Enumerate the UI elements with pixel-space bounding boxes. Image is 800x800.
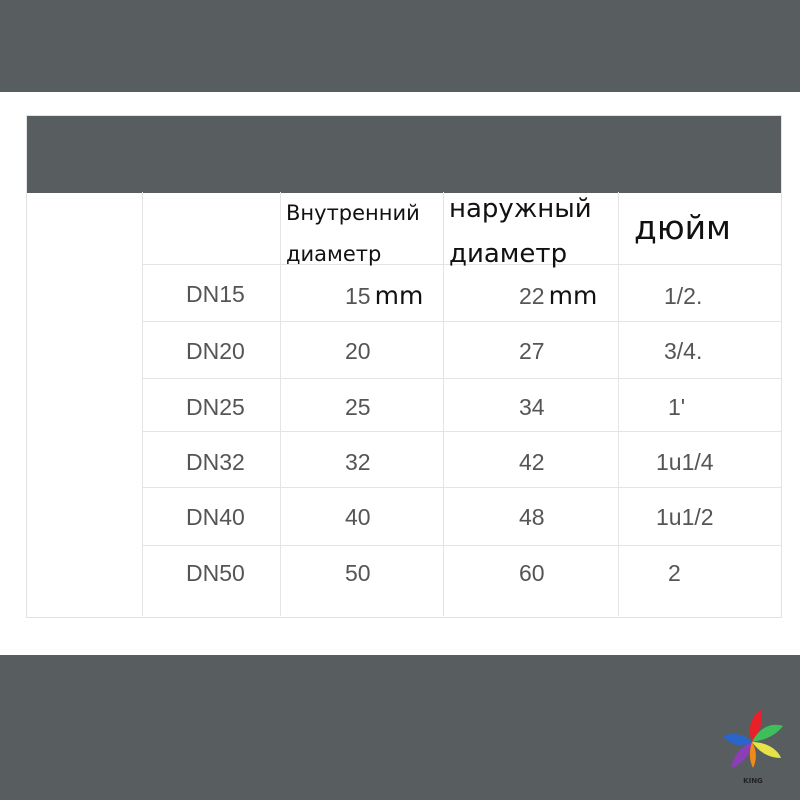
cell-inner-value: 15 [345, 283, 371, 309]
grid-line [142, 431, 782, 432]
cell-inner: 50 [345, 560, 371, 586]
grid-line [142, 321, 782, 322]
cell-inch: 1u1/4 [656, 449, 714, 475]
cell-inch: 1' [668, 394, 686, 420]
cell-inch: 2 [668, 560, 681, 586]
grid-line [142, 545, 782, 546]
header-outer-line1: наружный [449, 194, 592, 224]
top-dark-band [0, 0, 800, 92]
cell-outer: 42 [519, 449, 545, 475]
grid-line [280, 192, 281, 616]
header-inner-line2: диаметр [286, 242, 382, 266]
cell-inner: 25 [345, 394, 371, 420]
cell-inner [345, 281, 423, 310]
cell-inch: 1u1/2 [656, 504, 714, 530]
header-inch: дюйм [634, 208, 731, 247]
grid-line [142, 487, 782, 488]
cell-inch: 3/4. [664, 338, 703, 364]
cell-dn: DN32 [186, 449, 245, 475]
size-table [26, 115, 782, 618]
pinwheel-logo-icon [719, 706, 785, 786]
cell-outer [519, 281, 597, 310]
cell-inner: 40 [345, 504, 371, 530]
cell-outer-unit: mm [548, 281, 598, 310]
cell-dn: DN40 [186, 504, 245, 530]
cell-outer: 27 [519, 338, 545, 364]
cell-dn: DN20 [186, 338, 245, 364]
cell-outer: 60 [519, 560, 545, 586]
logo-text: KING [743, 777, 763, 785]
cell-inner: 20 [345, 338, 371, 364]
grid-line [618, 192, 619, 616]
cell-outer: 48 [519, 504, 545, 530]
cell-outer-value: 22 [519, 283, 545, 309]
header-inner-line1: Внутренний [286, 201, 420, 225]
grid-line [142, 378, 782, 379]
cell-inner-unit: mm [374, 281, 424, 310]
table-header-bar [27, 116, 781, 193]
grid-line [443, 192, 444, 616]
bottom-dark-band [0, 655, 800, 800]
cell-outer: 34 [519, 394, 545, 420]
cell-dn: DN50 [186, 560, 245, 586]
cell-inner: 32 [345, 449, 371, 475]
header-outer-line2: диаметр [449, 239, 568, 269]
cell-dn: DN15 [186, 281, 245, 307]
grid-line [142, 192, 143, 616]
cell-inch: 1/2. [664, 283, 703, 309]
cell-dn: DN25 [186, 394, 245, 420]
